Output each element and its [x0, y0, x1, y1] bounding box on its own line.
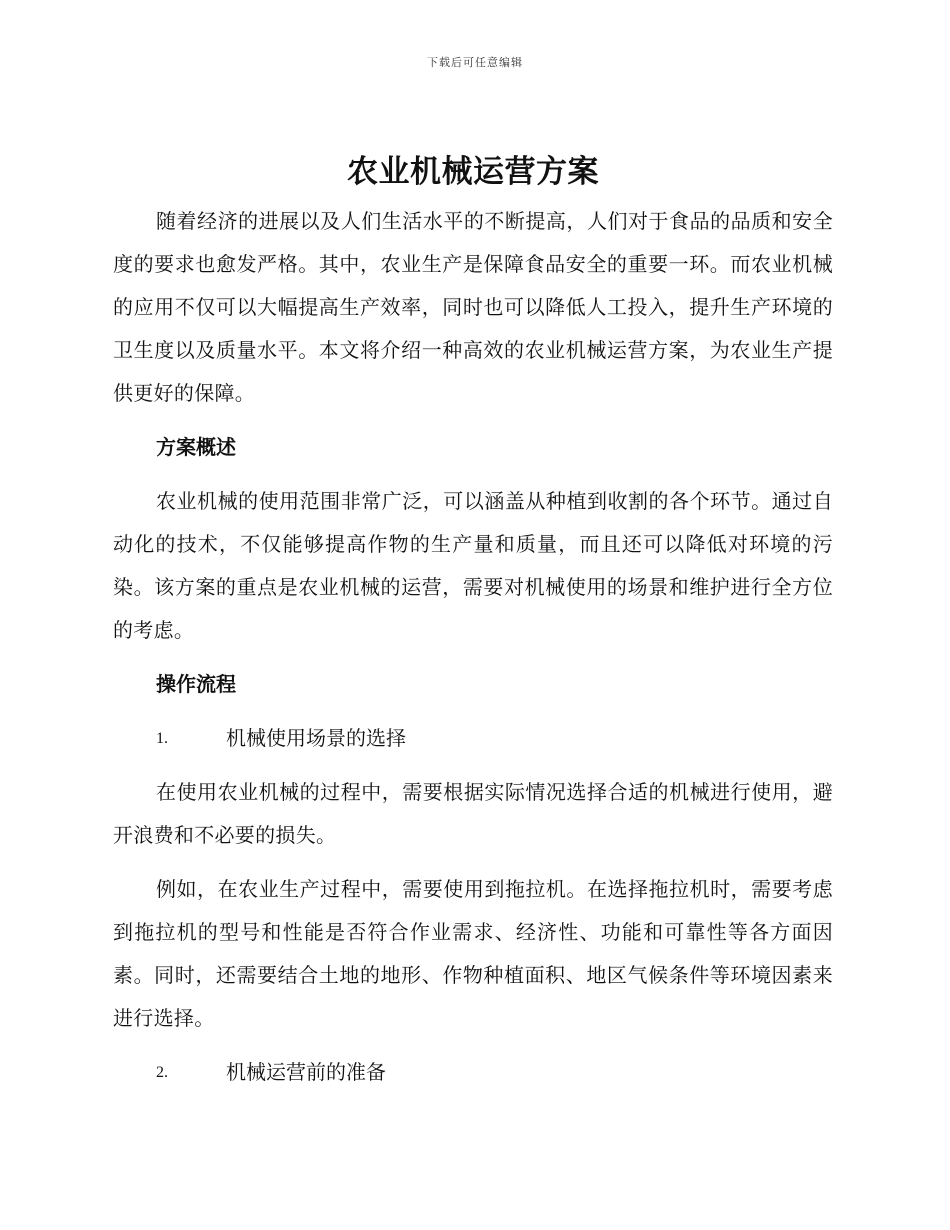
step-1-number: 1. [156, 730, 168, 747]
step-1-title: 机械使用场景的选择 [226, 726, 406, 750]
intro-paragraph: 随着经济的进展以及人们生活水平的不断提高，人们对于食品的品质和安全度的要求也愈发严格。其中，农业生产是保障食品安全的重要一环。而农业机械的应用不仅可以大幅提高生产效率，同时也可以降低人工投入，提升生产环境的卫生度以及质量水平。本文将介绍一种高效的农业机械运营方案，为农业生产提供更好的保障。 [113, 209, 833, 405]
step-1-paragraph-1: 在使用农业机械的过程中，需要根据实际情况选择合适的机械进行使用，避开浪费和不必要的损失。 [113, 780, 833, 847]
spacer [113, 469, 833, 480]
step-1-heading [113, 717, 833, 760]
step-1-paragraph-2: 例如，在农业生产过程中，需要使用到拖拉机。在选择拖拉机时，需要考虑到拖拉机的型号和性能是否符合作业需求、经济性、功能和可靠性等各方面因素。同时，还需要结合土地的地形、作物种植面积、地区气候条件等环境因素来进行选择。 [113, 877, 833, 1030]
document-body [113, 150, 833, 1094]
section-heading-process: 操作流程 [156, 672, 236, 696]
spacer [113, 652, 833, 663]
spacer [113, 1040, 833, 1051]
spacer [113, 706, 833, 717]
document-title: 农业机械运营方案 [347, 154, 599, 190]
step-2-number: 2. [156, 1064, 168, 1081]
section-heading-overview: 方案概述 [156, 435, 236, 459]
overview-paragraph: 农业机械的使用范围非常广泛，可以涵盖从种植到收割的各个环节。通过自动化的技术，不仅能够提高作物的生产量和质量，而且还可以降低对环境的污染。该方案的重点是农业机械的运营，需要对机械使用的场景和维护进行全方位的考虑。 [113, 489, 833, 642]
step-2-heading [113, 1051, 833, 1094]
page-header: 下载后可任意编辑 [427, 56, 523, 69]
spacer [113, 857, 833, 868]
spacer [113, 415, 833, 426]
spacer [113, 760, 833, 771]
step-2-title: 机械运营前的准备 [226, 1060, 386, 1084]
